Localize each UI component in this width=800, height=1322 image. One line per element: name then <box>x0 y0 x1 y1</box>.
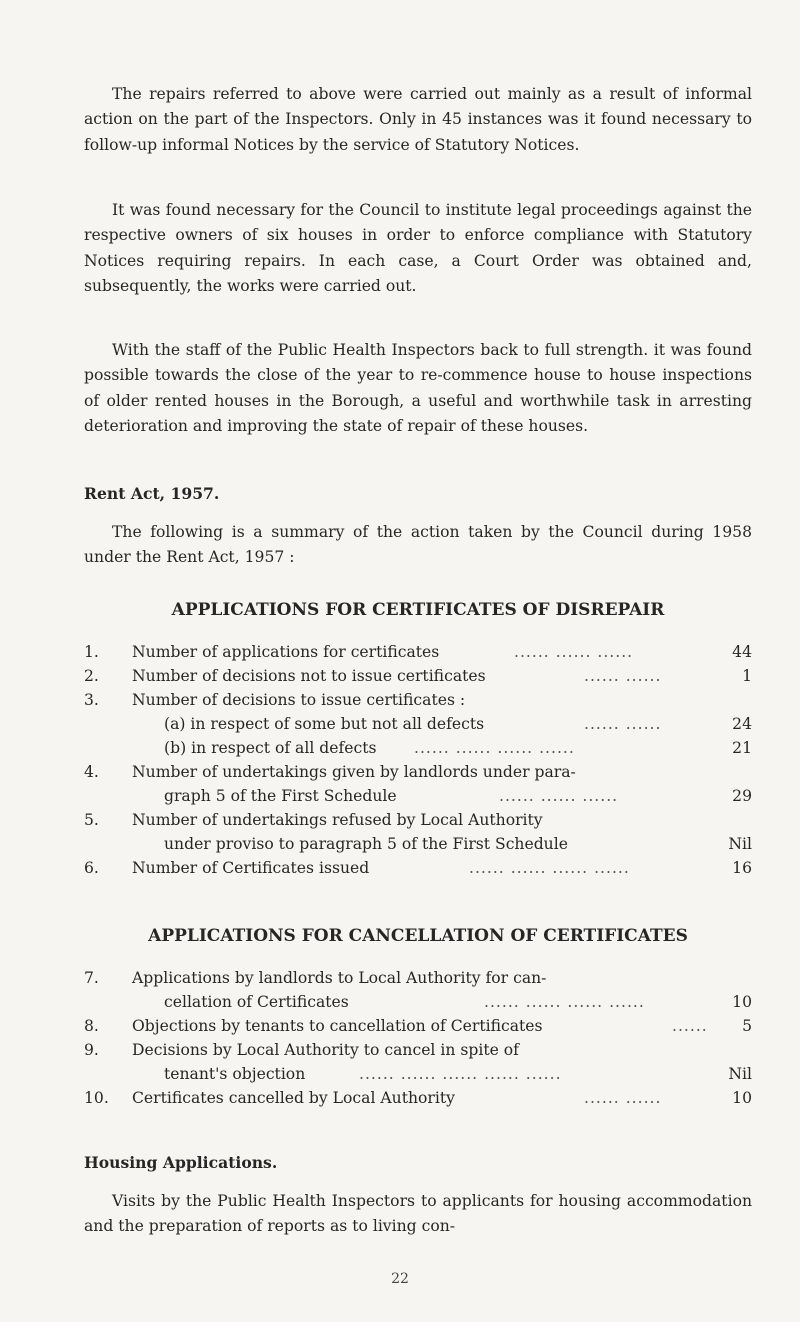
table-row <box>84 1086 752 1110</box>
leader-dots: ...... ...... ...... <box>499 787 619 805</box>
table-row <box>84 760 752 784</box>
row-label: Decisions by Local Authority to cancel in spite of <box>132 1041 519 1059</box>
leader-dots: ...... ...... ...... ...... <box>469 859 630 877</box>
row-label: tenant's objection <box>164 1065 306 1083</box>
table-row <box>84 856 752 880</box>
row-label: Number of decisions to issue certificates : <box>132 691 466 709</box>
page-number: 22 <box>391 1271 409 1287</box>
table-row <box>84 990 752 1014</box>
leader-dots: ...... ...... ...... <box>514 643 634 661</box>
row-label: Applications by landlords to Local Authority for can- <box>132 969 547 987</box>
row-value: 10 <box>732 993 752 1011</box>
row-label: Objections by tenants to cancellation of Certificates <box>132 1017 543 1035</box>
table-row <box>84 784 752 808</box>
row-label: Number of applications for certificates <box>132 643 440 661</box>
row-value: Nil <box>728 835 752 853</box>
row-value: 44 <box>732 643 752 661</box>
table-row <box>84 1014 752 1038</box>
row-value: 16 <box>732 859 752 877</box>
row-number: 2. <box>84 667 99 685</box>
leader-dots: ...... ...... ...... ...... <box>414 739 575 757</box>
row-number: 4. <box>84 763 99 781</box>
row-value: 1 <box>742 667 752 685</box>
cancellation-section-title: APPLICATIONS FOR CANCELLATION OF CERTIFICATES <box>148 926 688 946</box>
table-row <box>84 1038 752 1062</box>
table-row <box>84 640 752 664</box>
rent-act-heading: Rent Act, 1957. <box>84 484 220 503</box>
row-label: under proviso to paragraph 5 of the First Schedule <box>164 835 568 853</box>
table-row <box>84 712 752 736</box>
row-label: Certificates cancelled by Local Authority <box>132 1089 455 1107</box>
table-row <box>84 736 752 760</box>
table-row <box>84 966 752 990</box>
row-value: Nil <box>728 1065 752 1083</box>
leader-dots: ...... ...... <box>584 715 662 733</box>
row-label: (b) in respect of all defects <box>164 739 377 757</box>
table-row <box>84 664 752 688</box>
row-number: 1. <box>84 643 99 661</box>
row-label: cellation of Certificates <box>164 993 349 1011</box>
paragraph-staff: With the staff of the Public Health Inspectors back to full strength. it was found possible towards the close of the year to re-commence house to house inspections of older rented houses in the Borough, a useful and worthwhile task in arresting deterioration and improving the state of repair of these houses. <box>84 341 752 436</box>
row-label: Number of decisions not to issue certificates <box>132 667 486 685</box>
disrepair-section-title: APPLICATIONS FOR CERTIFICATES OF DISREPAIR <box>171 600 665 620</box>
row-label: Number of undertakings given by landlords under para- <box>132 763 576 781</box>
paragraph-legal-proceedings: It was found necessary for the Council to institute legal proceedings against the respective owners of six houses in order to enforce compliance with Statutory Notices requiring repairs. In each case, a Court Order was obtained and, subsequently, the works were carried out. <box>84 201 752 296</box>
row-value: 21 <box>732 739 752 757</box>
row-label: Number of undertakings refused by Local Authority <box>132 811 543 829</box>
housing-heading: Housing Applications. <box>84 1153 278 1172</box>
row-number: 3. <box>84 691 99 709</box>
table-row <box>84 808 752 832</box>
leader-dots: ...... ...... ...... ...... <box>484 993 645 1011</box>
paragraph-repairs: The repairs referred to above were carried out mainly as a result of informal action on the part of the Inspectors. Only in 45 instances was it found necessary to follow-up informal Notices by the service of Statutory Notices. <box>84 85 752 154</box>
table-row <box>84 832 752 856</box>
leader-dots: ...... ...... ...... ...... ...... <box>359 1065 562 1083</box>
row-number: 7. <box>84 969 99 987</box>
row-label: graph 5 of the First Schedule <box>164 787 397 805</box>
table-row <box>84 688 752 712</box>
row-value: 10 <box>732 1089 752 1107</box>
row-number: 10. <box>84 1089 109 1107</box>
leader-dots: ...... ...... <box>584 667 662 685</box>
row-number: 8. <box>84 1017 99 1035</box>
row-value: 29 <box>732 787 752 805</box>
leader-dots: ...... <box>672 1017 708 1035</box>
row-value: 24 <box>732 715 752 733</box>
row-label: (a) in respect of some but not all defects <box>164 715 485 733</box>
leader-dots: ...... ...... <box>584 1089 662 1107</box>
housing-paragraph: Visits by the Public Health Inspectors to applicants for housing accommodation and the preparation of reports as to living con- <box>84 1192 752 1236</box>
rent-act-intro: The following is a summary of the action taken by the Council during 1958 under the Rent Act, 1957 : <box>84 523 752 567</box>
row-number: 6. <box>84 859 99 877</box>
row-value: 5 <box>742 1017 752 1035</box>
row-number: 9. <box>84 1041 99 1059</box>
row-number: 5. <box>84 811 99 829</box>
table-row <box>84 1062 752 1086</box>
row-label: Number of Certificates issued <box>132 859 370 877</box>
